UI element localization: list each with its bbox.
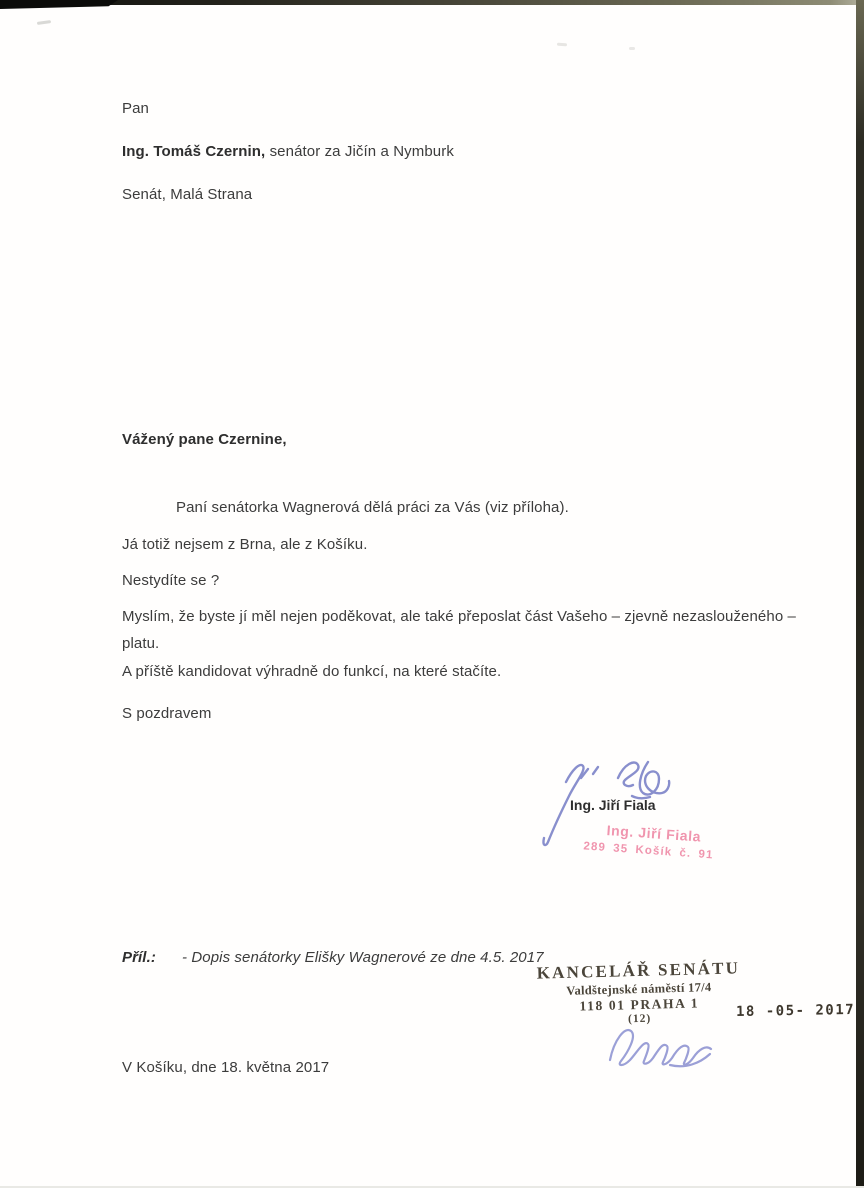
scan-artifact-top-left xyxy=(0,0,118,9)
recipient-address: Senát, Malá Strana xyxy=(122,186,253,203)
signer-printed-name: Ing. Jiří Fiala xyxy=(570,797,656,813)
office-stamp-street: Valdštejnské náměstí 17/4 xyxy=(566,980,712,998)
scan-smudge xyxy=(557,43,567,47)
scan-smudge xyxy=(37,20,51,25)
recipient-title: Pan xyxy=(122,100,149,117)
recipient-name-line xyxy=(122,138,454,165)
personal-stamp-address: 289 35 Košík č. 91 xyxy=(583,840,714,862)
body-paragraph: S pozdravem xyxy=(122,705,212,722)
date-received-stamp: 18 -05- 2017 xyxy=(735,1001,856,1021)
office-stamp-title: KANCELÁŘ SENÁTU xyxy=(536,958,741,983)
place-and-date: V Košíku, dne 18. května 2017 xyxy=(122,1059,330,1076)
office-stamp-city: 118 01 PRAHA 1 xyxy=(579,995,700,1014)
attachment-text: - Dopis senátorky Elišky Wagnerové ze dne 4.5. 2017 xyxy=(181,949,544,966)
attachment-line xyxy=(122,944,544,971)
office-stamp-number: (12) xyxy=(627,1012,652,1026)
scan-artifact-right-edge xyxy=(856,0,864,1188)
body-paragraph: Já totiž nejsem z Brna, ale z Košíku. xyxy=(122,536,368,553)
body-paragraph: Myslím, že byste jí měl nejen poděkovat, ale také přeposlat část Vašeho – zjevně nezaslouženého – platu. xyxy=(122,608,796,652)
body-paragraph: Paní senátorka Wagnerová dělá práci za Vás (viz příloha). xyxy=(176,499,569,516)
body-paragraph: A příště kandidovat výhradně do funkcí, na které stačíte. xyxy=(122,663,502,680)
clerk-signature-squiggle xyxy=(604,1018,716,1070)
recipient-role: senátor za Jičín a Nymburk xyxy=(265,143,454,160)
letter-greeting: Vážený pane Czernine, xyxy=(122,431,287,448)
attachment-label: Příl.: xyxy=(122,949,156,966)
recipient-name: Ing. Tomáš Czernin, xyxy=(122,143,266,160)
body-paragraph: Nestydíte se ? xyxy=(122,572,220,589)
personal-stamp-name: Ing. Jiří Fiala xyxy=(606,821,702,845)
personal-rubber-stamp xyxy=(583,820,745,863)
scan-artifact-top-edge xyxy=(0,0,864,5)
scan-smudge xyxy=(629,47,635,50)
